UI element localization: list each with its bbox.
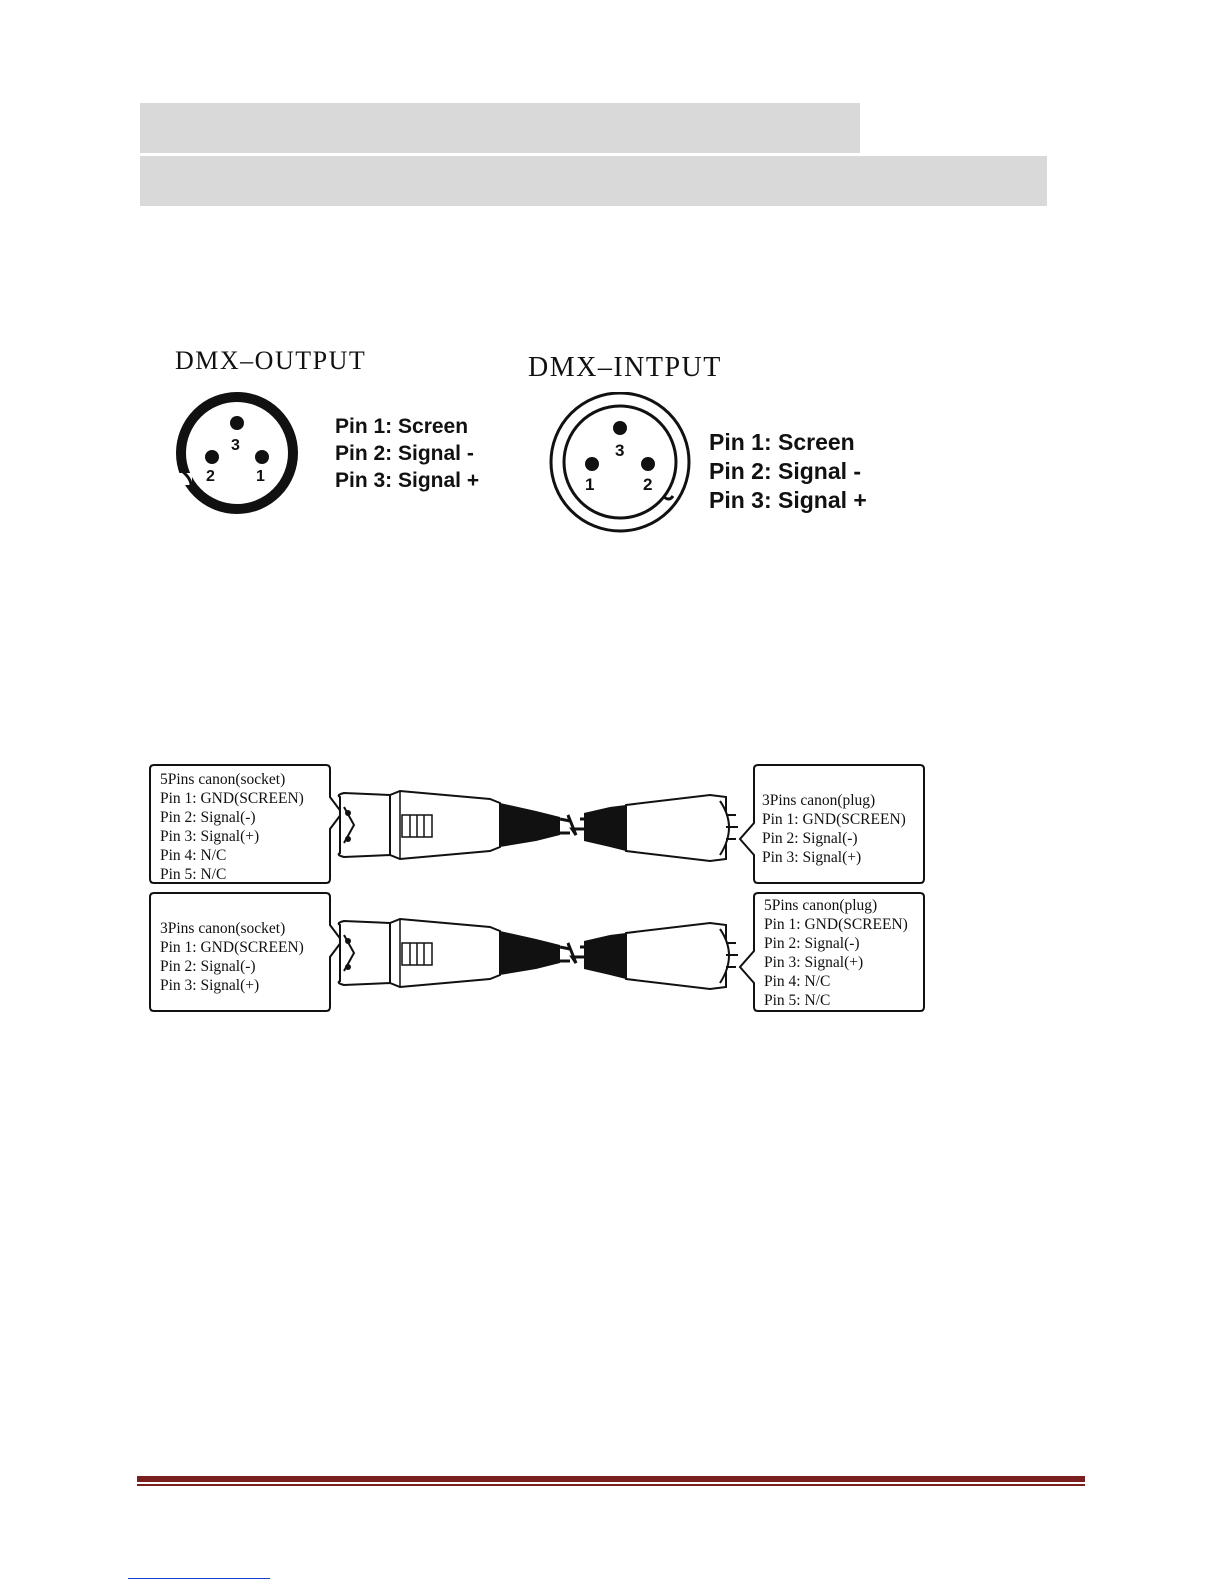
dmx-output-title: DMX–OUTPUT bbox=[175, 346, 367, 375]
dmx-input-pin-list bbox=[709, 428, 867, 515]
header-bar-1 bbox=[140, 103, 860, 153]
box-line: Pin 3: Signal(+) bbox=[764, 954, 864, 971]
pin-number-1: 1 bbox=[585, 475, 595, 494]
pin-line: Pin 1: Screen bbox=[335, 415, 469, 438]
pin-number-3: 3 bbox=[231, 437, 240, 454]
pin-number-2: 2 bbox=[206, 468, 215, 485]
pin-line: Pin 1: Screen bbox=[709, 429, 855, 455]
box-line: Pin 2: Signal(-) bbox=[160, 809, 256, 826]
footer-rule-thin bbox=[137, 1484, 1085, 1486]
dmx-output-pin-list bbox=[335, 413, 479, 494]
dmx-output-connector-icon bbox=[170, 385, 310, 525]
box-line: Pin 2: Signal(-) bbox=[762, 830, 858, 847]
box-line: Pin 2: Signal(-) bbox=[160, 958, 256, 975]
footer-link-underline[interactable] bbox=[128, 1578, 270, 1579]
dmx-input-connector-icon bbox=[545, 392, 695, 542]
footer-rule bbox=[137, 1476, 1085, 1482]
box-line: Pin 3: Signal(+) bbox=[160, 828, 260, 845]
box-line: 3Pins canon(plug) bbox=[762, 792, 876, 809]
box-line: Pin 1: GND(SCREEN) bbox=[160, 939, 304, 956]
dmx-input-title: DMX–INTPUT bbox=[528, 352, 722, 383]
box-line: Pin 2: Signal(-) bbox=[764, 935, 860, 952]
box-line: Pin 3: Signal(+) bbox=[762, 849, 862, 866]
box-line: Pin 4: N/C bbox=[160, 847, 227, 864]
pin-line: Pin 3: Signal + bbox=[335, 469, 480, 492]
box-line: Pin 5: N/C bbox=[160, 866, 227, 883]
box-line: Pin 3: Signal(+) bbox=[160, 977, 260, 994]
box-line: Pin 4: N/C bbox=[764, 973, 831, 990]
pin-line: Pin 2: Signal - bbox=[709, 458, 862, 484]
box-line: Pin 1: GND(SCREEN) bbox=[762, 811, 906, 828]
cable-top bbox=[150, 765, 924, 883]
pin-number-1: 1 bbox=[256, 468, 265, 485]
cable-bottom bbox=[150, 893, 924, 1011]
box-line: 5Pins canon(socket) bbox=[160, 771, 286, 788]
box-line: Pin 1: GND(SCREEN) bbox=[160, 790, 304, 807]
pin-number-2: 2 bbox=[643, 475, 653, 494]
pin-number-3: 3 bbox=[615, 441, 625, 460]
pin-line: Pin 3: Signal + bbox=[709, 487, 867, 513]
header-bar-2 bbox=[140, 156, 1047, 206]
box-line: Pin 5: N/C bbox=[764, 992, 831, 1009]
box-line: 5Pins canon(plug) bbox=[764, 897, 878, 914]
pin-line: Pin 2: Signal - bbox=[335, 442, 474, 465]
box-line: Pin 1: GND(SCREEN) bbox=[764, 916, 908, 933]
box-line: 3Pins canon(socket) bbox=[160, 920, 286, 937]
adapter-cable-diagram bbox=[140, 755, 940, 1025]
